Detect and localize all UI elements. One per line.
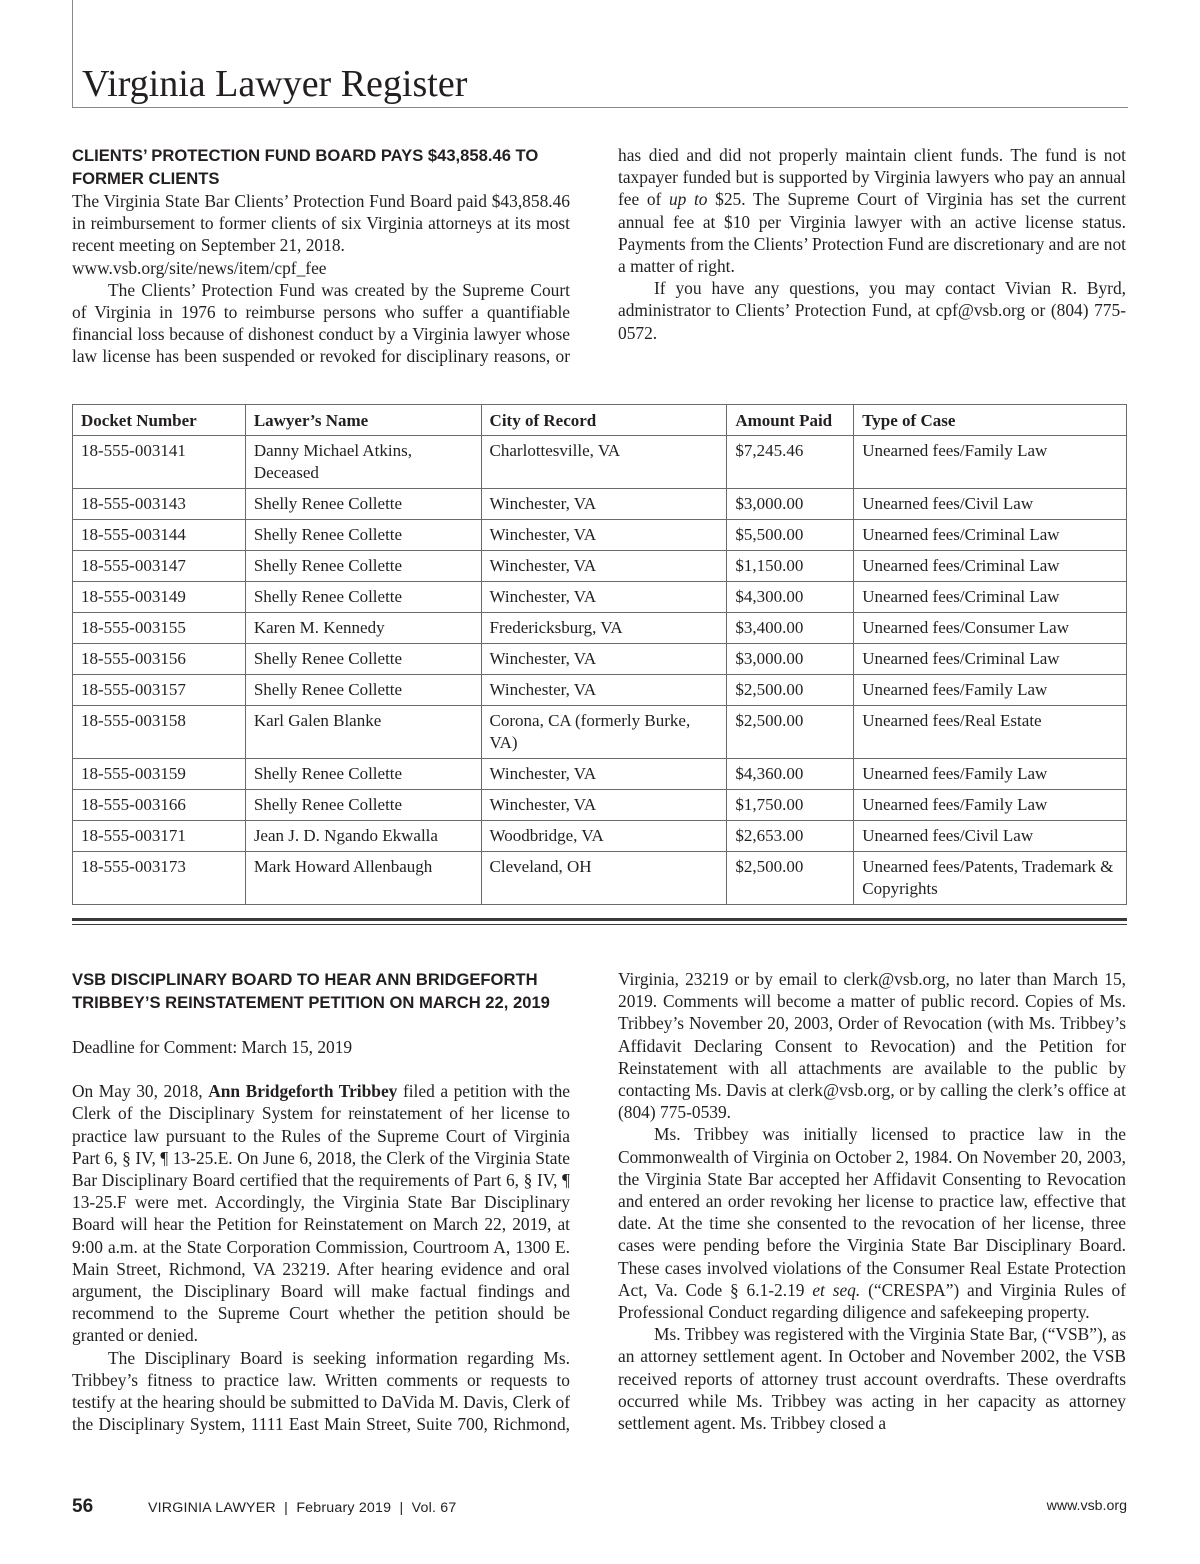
table-row	[73, 821, 1127, 852]
table-row	[73, 852, 1127, 905]
lawyer-name-cell: Mark Howard Allenbaugh	[245, 852, 481, 905]
table-row	[73, 613, 1127, 644]
amount-paid-cell: $2,653.00	[727, 821, 854, 852]
amount-paid-cell: $5,500.00	[727, 520, 854, 551]
lawyer-name-cell: Shelly Renee Collette	[245, 582, 481, 613]
amount-paid-cell: $1,750.00	[727, 790, 854, 821]
column-header-case-type: Type of Case	[854, 405, 1127, 436]
table-row	[73, 436, 1127, 489]
lawyer-name-cell: Shelly Renee Collette	[245, 551, 481, 582]
case-type-cell: Unearned fees/Patents, Trademark & Copyrights	[854, 852, 1127, 905]
amount-paid-cell: $1,150.00	[727, 551, 854, 582]
article1-paragraph-2-start: The Clients’ Protection Fund was created by the Supreme Court of Virginia in 1976 to reimburse persons who suffer a quantifiable financial loss because of dishonest conduct by a Virginia lawyer whose law license has been suspended or revoked for disciplinary reasons, or	[72, 279, 570, 367]
lawyer-name-cell: Shelly Renee Collette	[245, 790, 481, 821]
article2-left-column	[72, 968, 570, 1435]
city-of-record-cell: Winchester, VA	[481, 582, 727, 613]
lawyer-name-cell: Shelly Renee Collette	[245, 489, 481, 520]
case-type-cell: Unearned fees/Consumer Law	[854, 613, 1127, 644]
case-type-cell: Unearned fees/Civil Law	[854, 489, 1127, 520]
article2-paragraph-2-continued: Virginia, 23219 or by email to clerk@vsb.org, no later than March 15, 2019. Comments will become a matter of public record. Copies of Ms. Tribbey’s November 20, 2003, Order of Revocation (with Ms. Tribbey’s Affidavit Declaring Consent to Revocation) and the Petition for Reinstatement with all attachments are available to the public by contacting Ms. Davis at clerk@vsb.org, or by calling the clerk’s office at (804) 775-0539.	[618, 969, 1126, 1123]
table-row	[73, 790, 1127, 821]
city-of-record-cell: Winchester, VA	[481, 759, 727, 790]
article2-paragraph-4: Ms. Tribbey was registered with the Virginia State Bar, (“VSB”), as an attorney settlement agent. In October and November 2002, the VSB received reports of attorney trust account overdrafts. These overdrafts occurred while Ms. Tribbey was acting in her capacity as attorney settlement agent. Ms. Tribbey closed a	[618, 1324, 1126, 1434]
docket-number-cell: 18-555-003157	[73, 675, 246, 706]
case-type-cell: Unearned fees/Family Law	[854, 436, 1127, 489]
city-of-record-cell: Charlottesville, VA	[481, 436, 727, 489]
article2-paragraph-2-start: The Disciplinary Board is seeking information regarding Ms. Tribbey’s fitness to practice law. Written comments or requests to testify at the hearing should be submitted to DaVida M. Davis, Clerk of the Disciplinary System, 1111 East Main Street, Suite 700, Richmond,	[72, 1347, 570, 1435]
section-divider-thin	[72, 924, 1127, 925]
article2-paragraph-3: Ms. Tribbey was initially licensed to practice law in the Commonwealth of Virginia on October 2, 1984. On November 20, 2003, the Virginia State Bar accepted her Affidavit Consenting to Revocation and entered an order revoking her license to practice law, effective that date. At the time she consented to the revocation of her license, three cases were pending before the Virginia State Bar Disciplinary Board. These cases involved violations of the Consumer Real Estate Protection Act, Va. Code § 6.1-2.19 et seq. (“CRESPA”) and Virginia Rules of Professional Conduct regarding diligence and safekeeping property.	[618, 1124, 1126, 1323]
lawyer-name-cell: Shelly Renee Collette	[245, 520, 481, 551]
docket-number-cell: 18-555-003149	[73, 582, 246, 613]
lawyer-name-cell: Jean J. D. Ngando Ekwalla	[245, 821, 481, 852]
header-horizontal-rule	[72, 107, 1128, 108]
reimbursement-table	[72, 404, 1127, 905]
article2-headline: VSB DISCIPLINARY BOARD TO HEAR ANN BRIDGEFORTH TRIBBEY’S REINSTATEMENT PETITION ON MARCH 22, 2019	[72, 970, 550, 1012]
case-type-cell: Unearned fees/Criminal Law	[854, 520, 1127, 551]
docket-number-cell: 18-555-003155	[73, 613, 246, 644]
docket-number-cell: 18-555-003159	[73, 759, 246, 790]
amount-paid-cell: $3,400.00	[727, 613, 854, 644]
article1-right-column	[618, 144, 1126, 344]
case-type-cell: Unearned fees/Criminal Law	[854, 582, 1127, 613]
city-of-record-cell: Winchester, VA	[481, 675, 727, 706]
lawyer-name-cell: Shelly Renee Collette	[245, 675, 481, 706]
amount-paid-cell: $2,500.00	[727, 852, 854, 905]
lawyer-name-cell: Shelly Renee Collette	[245, 644, 481, 675]
article2-right-column	[618, 968, 1126, 1434]
amount-paid-cell: $4,360.00	[727, 759, 854, 790]
docket-number-cell: 18-555-003171	[73, 821, 246, 852]
table-row	[73, 582, 1127, 613]
city-of-record-cell: Cleveland, OH	[481, 852, 727, 905]
docket-number-cell: 18-555-003173	[73, 852, 246, 905]
city-of-record-cell: Fredericksburg, VA	[481, 613, 727, 644]
table-row	[73, 644, 1127, 675]
section-title: Virginia Lawyer Register	[82, 63, 468, 105]
column-header-docket: Docket Number	[73, 405, 246, 436]
lawyer-name-cell: Karen M. Kennedy	[245, 613, 481, 644]
page-number: 56	[72, 1496, 94, 1517]
petitioner-name: Ann Bridgeforth Tribbey	[208, 1081, 398, 1102]
amount-paid-cell: $3,000.00	[727, 644, 854, 675]
column-header-city: City of Record	[481, 405, 727, 436]
case-type-cell: Unearned fees/Criminal Law	[854, 551, 1127, 582]
case-type-cell: Unearned fees/Civil Law	[854, 821, 1127, 852]
lawyer-name-cell: Shelly Renee Collette	[245, 759, 481, 790]
docket-number-cell: 18-555-003143	[73, 489, 246, 520]
amount-paid-cell: $2,500.00	[727, 706, 854, 759]
article1-paragraph-2-continued: has died and did not properly maintain client funds. The fund is not taxpayer funded but is supported by Virginia lawyers who pay an annual fee of up to $25. The Supreme Court of Virginia has set the current annual fee at $10 per Virginia lawyer with an active license status. Payments from the Clients’ Protection Fund are discretionary and are not a matter of right.	[618, 145, 1126, 277]
docket-number-cell: 18-555-003147	[73, 551, 246, 582]
article2-paragraph-1: On May 30, 2018, Ann Bridgeforth Tribbey filed a petition with the Clerk of the Disciplinary System for reinstatement of her license to practice law pursuant to the Rules of the Supreme Court of Virginia Part 6, § IV, ¶ 13-25.E. On June 6, 2018, the Clerk of the Virginia State Bar Disciplinary Board certified that the requirements of Part 6, § IV, ¶ 13-25.F were met. Accordingly, the Virginia State Bar Disciplinary Board will hear the Petition for Reinstatement on March 22, 2019, at 9:00 a.m. at the State Corporation Commission, Courtroom A, 1300 E. Main Street, Richmond, VA 23219. After hearing evidence and oral argument, the Disciplinary Board will make factual findings and recommend to the Supreme Court whether the petition should be granted or denied.	[72, 1081, 570, 1346]
column-header-lawyer: Lawyer’s Name	[245, 405, 481, 436]
case-type-cell: Unearned fees/Family Law	[854, 790, 1127, 821]
table-header-row	[73, 405, 1127, 436]
docket-number-cell: 18-555-003156	[73, 644, 246, 675]
city-of-record-cell: Corona, CA (formerly Burke, VA)	[481, 706, 727, 759]
docket-number-cell: 18-555-003166	[73, 790, 246, 821]
table-row	[73, 489, 1127, 520]
table-row	[73, 675, 1127, 706]
article1-paragraph-3: If you have any questions, you may contact Vivian R. Byrd, administrator to Clients’ Protection Fund, at cpf@vsb.org or (804) 775-0572.	[618, 278, 1126, 343]
article1-paragraph-1: The Virginia State Bar Clients’ Protection Fund Board paid $43,858.46 in reimbursement to former clients of six Virginia attorneys at its most recent meeting on September 21, 2018. www.vsb.org/site/news/item/cpf_fee	[72, 191, 570, 278]
case-type-cell: Unearned fees/Family Law	[854, 675, 1127, 706]
article2-deadline: Deadline for Comment: March 15, 2019	[72, 1037, 353, 1057]
case-type-cell: Unearned fees/Family Law	[854, 759, 1127, 790]
column-header-amount: Amount Paid	[727, 405, 854, 436]
amount-paid-cell: $2,500.00	[727, 675, 854, 706]
city-of-record-cell: Winchester, VA	[481, 489, 727, 520]
table-row	[73, 706, 1127, 759]
table-row	[73, 520, 1127, 551]
city-of-record-cell: Winchester, VA	[481, 790, 727, 821]
city-of-record-cell: Winchester, VA	[481, 551, 727, 582]
city-of-record-cell: Winchester, VA	[481, 644, 727, 675]
case-type-cell: Unearned fees/Criminal Law	[854, 644, 1127, 675]
city-of-record-cell: Woodbridge, VA	[481, 821, 727, 852]
article1-left-column	[72, 144, 570, 368]
website-link[interactable]: www.vsb.org	[1046, 1498, 1127, 1514]
table-row	[73, 759, 1127, 790]
lawyer-name-cell: Karl Galen Blanke	[245, 706, 481, 759]
section-divider-thick	[72, 918, 1127, 921]
table-row	[73, 551, 1127, 582]
docket-number-cell: 18-555-003144	[73, 520, 246, 551]
header-vertical-rule	[72, 0, 73, 108]
amount-paid-cell: $7,245.46	[727, 436, 854, 489]
article1-headline: CLIENTS’ PROTECTION FUND BOARD PAYS $43,858.46 TO FORMER CLIENTS	[72, 146, 539, 188]
amount-paid-cell: $3,000.00	[727, 489, 854, 520]
lawyer-name-cell: Danny Michael Atkins, Deceased	[245, 436, 481, 489]
amount-paid-cell: $4,300.00	[727, 582, 854, 613]
case-type-cell: Unearned fees/Real Estate	[854, 706, 1127, 759]
city-of-record-cell: Winchester, VA	[481, 520, 727, 551]
docket-number-cell: 18-555-003158	[73, 706, 246, 759]
page-footer	[72, 1492, 1127, 1522]
publication-info: VIRGINIA LAWYER | February 2019 | Vol. 67	[148, 1500, 457, 1516]
docket-number-cell: 18-555-003141	[73, 436, 246, 489]
article1-url: www.vsb.org/site/news/item/cpf_fee	[72, 257, 327, 278]
